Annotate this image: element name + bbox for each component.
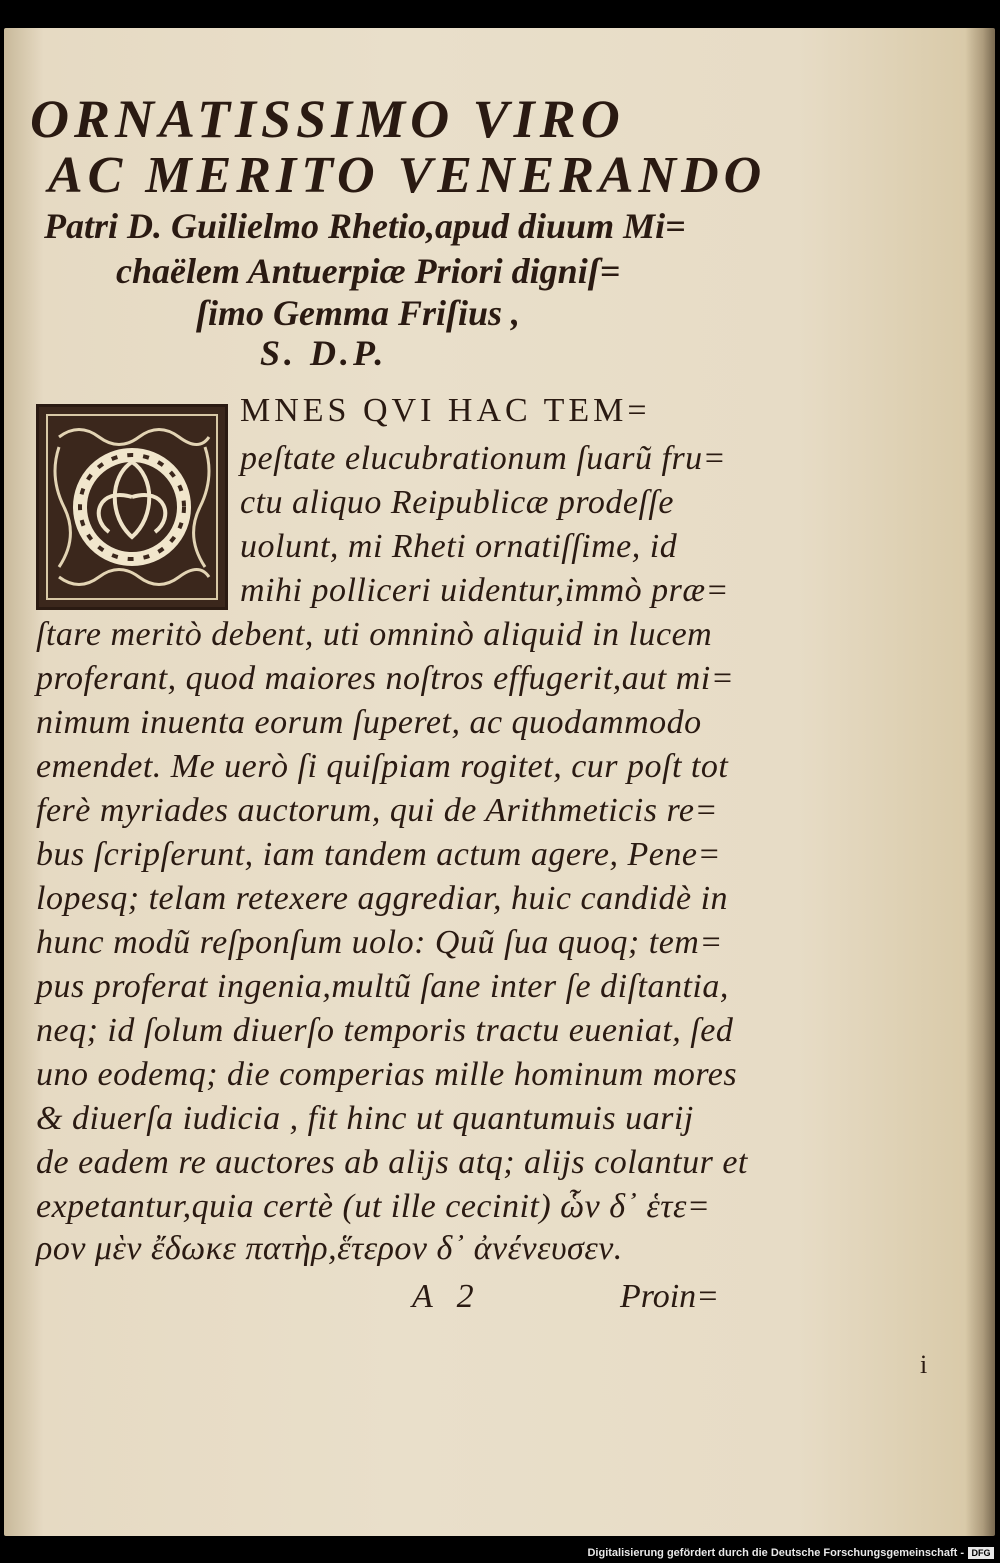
body-line-9: emendet. Me uerò ſi quiſpiam rogitet, cur poſt tot [36, 748, 729, 785]
body-line-17: & diuerſa iudicia , fit hinc ut quantumuis uarij [36, 1100, 694, 1137]
dfg-logo: DFG [968, 1547, 994, 1559]
body-line-5: mihi polliceri uidentur,immò præ= [240, 572, 729, 609]
body-line-16: uno eodemq; die comperias mille hominum mores [36, 1056, 738, 1093]
body-line-13: hunc modũ reſponſum uolo: Quũ ſua quoq; tem= [36, 924, 723, 961]
body-line-6: ſtare meritò debent, uti omninò aliquid in lucem [36, 616, 713, 653]
body-line-4: uolunt, mi Rheti ornatiſſime, id [240, 528, 678, 565]
heading-line-2: AC MERITO VENERANDO [48, 147, 767, 204]
body-line-15: neq; id ſolum diuerſo temporis tractu eueniat, ſed [36, 1012, 734, 1049]
body-line-7: proferant, quod maiores noſtros effugerit,aut mi= [36, 660, 735, 697]
body-line-20: ρον μὲν ἔδωκε πατὴρ,ἕτερον δ᾽ ἀνένευσεν. [36, 1230, 623, 1267]
decorated-initial-o [36, 404, 228, 610]
body-line-3: ctu aliquo Reipublicæ prodeſſe [240, 484, 674, 521]
body-line-19: expetantur,quia certè (ut ille cecinit) ὧν δ᾽ ἑτε= [36, 1188, 711, 1225]
body-line-1: MNES QVI HAC TEM= [240, 392, 651, 429]
page-edge-shadow [965, 28, 995, 1536]
dedication-line-2: chaëlem Antuerpiæ Priori digniſ= [116, 251, 621, 291]
catchword: Proin= [620, 1278, 720, 1315]
body-line-10: ferè myriades auctorum, qui de Arithmeticis re= [36, 792, 718, 829]
body-line-8: nimum inuenta eorum ſuperet, ac quodammodo [36, 704, 702, 741]
digitization-credit: Digitalisierung gefördert durch die Deutsche Forschungsgemeinschaft - [587, 1547, 964, 1559]
body-line-14: pus proferat ingenia,multũ ſane inter ſe diſtantia, [36, 968, 729, 1005]
heading-line-1: ORNATISSIMO VIRO [30, 89, 625, 149]
body-line-18: de eadem re auctores ab alijs atq; alijs colantur et [36, 1144, 748, 1181]
ornament-icon [39, 407, 225, 607]
signature-mark: A 2 [412, 1278, 482, 1315]
margin-mark: i [920, 1350, 928, 1379]
body-line-2: peſtate elucubrationum ſuarũ fru= [240, 440, 727, 477]
dedication-line-1: Patri D. Guilielmo Rhetio,apud diuum Mi= [44, 206, 686, 246]
dedication-line-3: ſimo Gemma Friſius , [196, 293, 521, 333]
body-line-11: bus ſcripſerunt, iam tandem actum agere, Pene= [36, 836, 721, 873]
dedication-line-4: S. D.P. [260, 333, 388, 373]
body-line-12: lopesq; telam retexere aggrediar, huic candidè in [36, 880, 729, 917]
